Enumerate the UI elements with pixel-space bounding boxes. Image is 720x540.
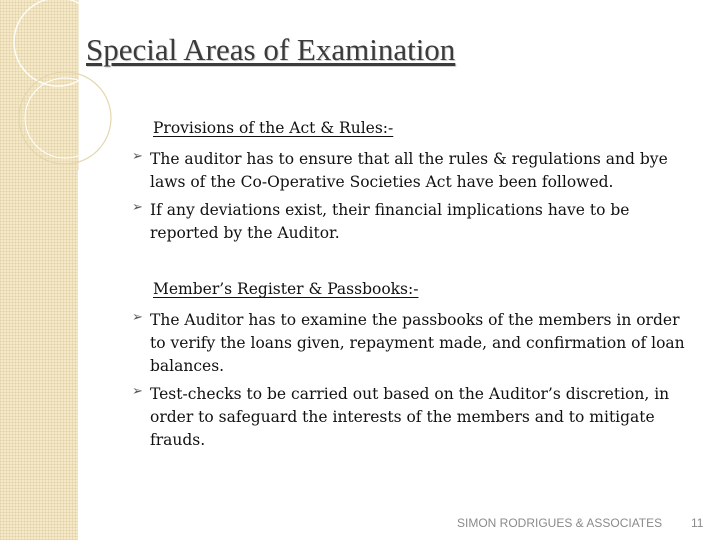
arrow-right-icon: ➢ bbox=[132, 310, 143, 325]
bullet-text: Test-checks to be carried out based on the Auditor’s discretion, in order to safeguard the interests of the members and to mitigate frauds. bbox=[150, 385, 670, 449]
bullet-item bbox=[132, 199, 697, 245]
bullet-text: If any deviations exist, their financial implications have to be reported by the Auditor. bbox=[150, 201, 630, 242]
arrow-right-icon: ➢ bbox=[132, 384, 143, 399]
arrow-right-icon: ➢ bbox=[132, 200, 143, 215]
section-heading-provisions: Provisions of the Act & Rules:- bbox=[153, 119, 394, 137]
page-number: 11 bbox=[691, 516, 704, 530]
bullet-item bbox=[132, 309, 697, 378]
bullet-text: The auditor has to ensure that all the rules & regulations and bye laws of the Co-Operative Societies Act have been followed. bbox=[150, 150, 668, 191]
footer-company-name: SIMON RODRIGUES & ASSOCIATES bbox=[457, 516, 663, 530]
bullet-text: The Auditor has to examine the passbooks of the members in order to verify the loans given, repayment made, and confirmation of loan balances. bbox=[150, 311, 685, 375]
decorative-circles bbox=[0, 0, 140, 170]
arrow-right-icon: ➢ bbox=[132, 149, 143, 164]
bullet-item bbox=[132, 383, 697, 452]
bullet-item bbox=[132, 148, 697, 194]
slide-title: Special Areas of Examination bbox=[86, 32, 456, 67]
section-heading-member-register: Member’s Register & Passbooks:- bbox=[153, 280, 419, 298]
